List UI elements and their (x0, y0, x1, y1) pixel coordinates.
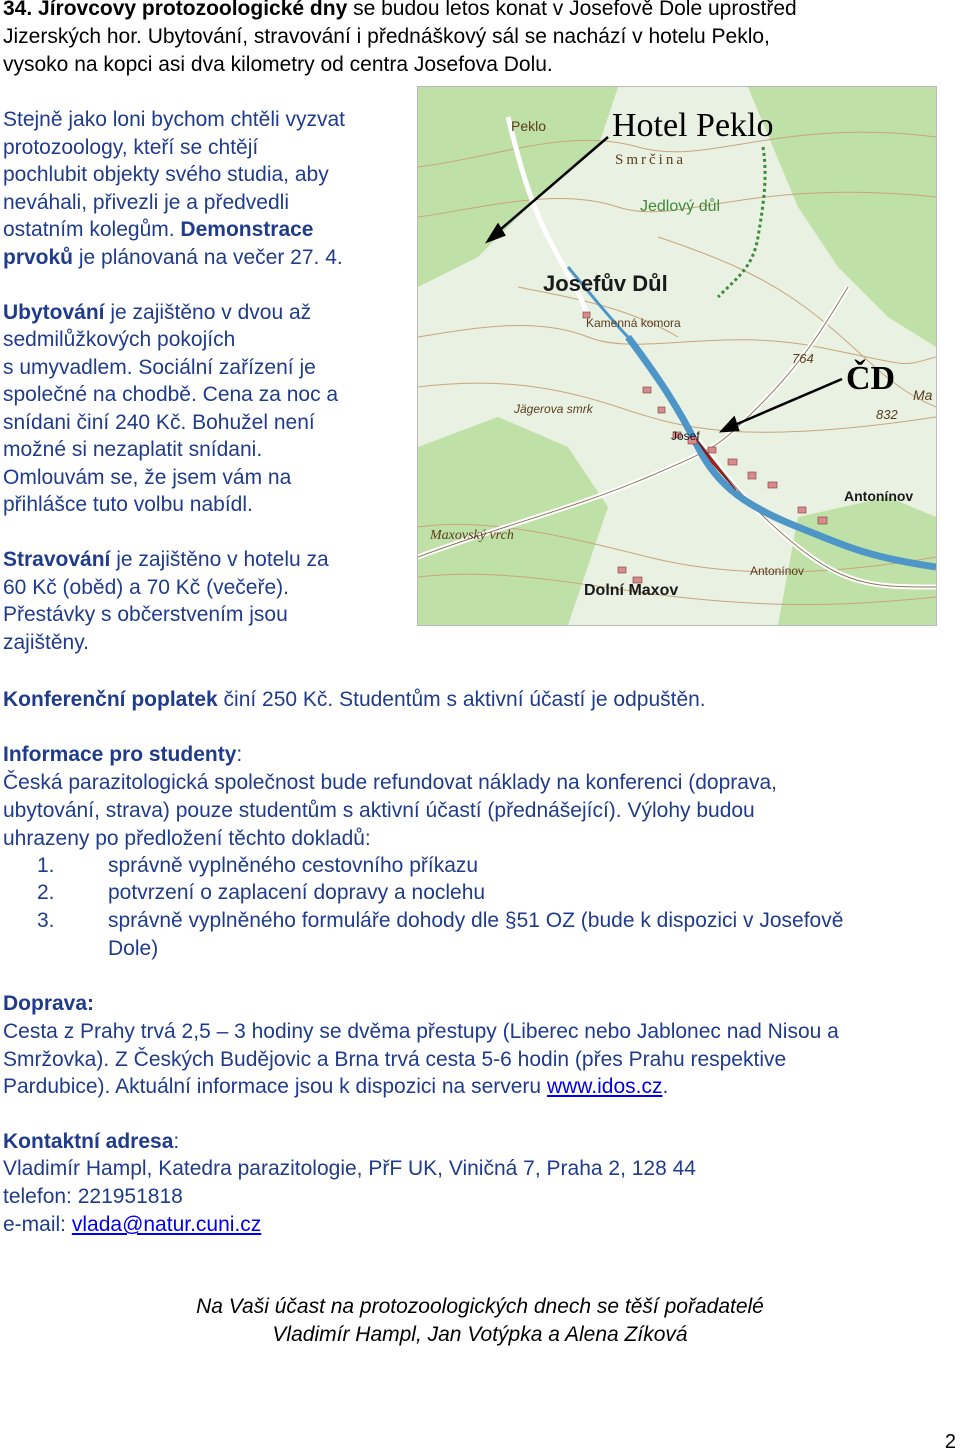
closing-line: Vladimír Hampl, Jan Votýpka a Alena Zíková (272, 1323, 688, 1346)
left-column-line (3, 436, 262, 464)
left-column-line (3, 409, 315, 437)
page-number: 2 (944, 1431, 956, 1453)
label-maxovsky-vrch: Maxovský vrch (430, 528, 514, 543)
text-run: Stejně jako loni bychom chtěli vyzvat (3, 108, 345, 131)
list-item: potvrzení o zaplacení dopravy a noclehu (108, 881, 486, 904)
left-column-line (3, 106, 345, 134)
students-line (3, 825, 371, 853)
text-run: vysoko na kopci asi dva kilometry od centra Josefova Dolu. (3, 53, 553, 76)
text-run: je plánovaná na večer 27. 4. (73, 245, 343, 269)
text-run: Přestávky s občerstvením jsou (3, 603, 288, 626)
link[interactable]: vlada@natur.cuni.cz (71, 1213, 262, 1236)
text-run: e-mail: (3, 1213, 72, 1236)
text-run: protozoology, kteří se chtějí (3, 135, 259, 159)
list-number: 2. (37, 881, 55, 904)
label-jedlovy-dul: Jedlový důl (640, 198, 721, 215)
label-josefuv-dul: Josefův Důl (543, 271, 668, 296)
intro-line (3, 51, 553, 79)
transport-line (3, 1046, 786, 1074)
text-run: možné si nezaplatit snídani. (3, 438, 263, 461)
label-edge-ma: Ma (913, 387, 933, 403)
text-run: ostatním kolegům. (3, 218, 181, 241)
text-run: sedmilůžkových pokojích (3, 328, 236, 351)
text-run: uhrazeny po předložení těchto dokladů: (3, 827, 371, 850)
left-column-line (3, 601, 288, 629)
contact-heading (3, 1128, 179, 1156)
location-map (417, 86, 937, 626)
left-column-line (3, 161, 329, 189)
transport-line (3, 1073, 668, 1101)
text-run: pochlubit objekty svého studia, aby (3, 163, 329, 186)
left-column-line (3, 381, 338, 409)
transport-line (3, 1018, 839, 1046)
text-run: snídani činí 240 Kč. Bohužel není (3, 410, 315, 434)
left-column-line (3, 326, 235, 354)
text-run: Kontaktní adresa (3, 1130, 174, 1153)
text-run: neváhali, přivezli je a předvedli (3, 190, 289, 214)
text-run: . (662, 1075, 669, 1098)
fee-line (3, 686, 706, 714)
text-run: přihlášce tuto volbu nabídl. (3, 493, 253, 516)
left-column-line (3, 299, 311, 327)
text-run: s umyvadlem. Sociální zařízení je (3, 355, 316, 379)
label-smrcina: Smrčina (615, 152, 686, 168)
label-kamenna-komora: Kamenná komora (586, 316, 681, 330)
transport-heading (3, 990, 94, 1018)
label-josefuv: Josef (671, 429, 700, 443)
label-elev-832: 832 (876, 407, 898, 422)
list-item: správně vyplněného cestovního příkazu (108, 854, 479, 877)
list-item: správně vyplněného formuláře dohody dle §51 OZ (bude k dispozici v Josefově (108, 909, 844, 932)
left-column-line (3, 491, 253, 519)
closing-line: Na Vaši účast na protozoologických dnech se těší pořadatelé (196, 1295, 764, 1318)
text-run: je zajištěno v dvou až (104, 300, 312, 324)
label-station: ČD (846, 360, 896, 397)
left-column-line (3, 354, 316, 382)
left-column-line (3, 216, 313, 244)
left-column-line (3, 629, 89, 657)
text-run: zajištěny. (3, 630, 89, 654)
label-peklo: Peklo (511, 118, 547, 134)
left-column-line (3, 244, 343, 272)
text-run: Cesta z Prahy trvá 2,5 – 3 hodiny se dvěma přestupy (Liberec nebo Jablonec nad Nisou a (3, 1020, 839, 1043)
text-run: Stravování (3, 548, 111, 571)
label-antoninov-small: Antonínov (750, 564, 805, 578)
students-heading (3, 741, 242, 769)
label-elev-764: 764 (792, 351, 814, 366)
list-number: 3. (37, 909, 55, 932)
text-run: : (173, 1130, 180, 1153)
text-run: Česká parazitologická společnost bude refundovat náklady na konferenci (doprava, (3, 771, 777, 794)
intro-line (3, 23, 770, 51)
left-column-line (3, 189, 289, 217)
text-run: ubytování, strava) pouze studentům s aktivní účastí (přednášející). Výlohy budou (3, 799, 755, 822)
intro-line (3, 0, 797, 23)
text-run: Pardubice). Aktuální informace jsou k dispozici na serveru (3, 1075, 547, 1098)
contact-line (3, 1211, 261, 1239)
text-run: Konferenční poplatek (3, 688, 218, 711)
text-run: prvoků (3, 245, 74, 269)
text-run: je zajištěno v hotelu za (110, 548, 329, 571)
label-antoninov: Antonínov (844, 488, 914, 504)
text-run: Omlouvám se, že jsem vám na (3, 465, 292, 489)
text-run: Informace pro studenty (3, 743, 237, 766)
text-run: 60 Kč (oběd) a 70 Kč (večeře). (3, 575, 289, 599)
text-run: Jizerských hor. Ubytování, stravování i přednáškový sál se nachází v hotelu Peklo, (3, 25, 770, 48)
text-run: : (236, 743, 243, 766)
text-run: Demonstrace (180, 218, 314, 241)
link[interactable]: www.idos.cz (546, 1075, 663, 1098)
left-column-line (3, 546, 329, 574)
text-run: Doprava: (3, 992, 95, 1015)
list-number: 1. (37, 854, 55, 877)
list-item-continuation: Dole) (108, 937, 159, 960)
students-line (3, 769, 777, 797)
left-column-line (3, 464, 291, 492)
label-jagerova-smrk: Jägerova smrk (514, 402, 593, 416)
students-line (3, 797, 755, 825)
text-run: Vladimír Hampl, Katedra parazitologie, PřF UK, Viničná 7, Praha 2, 128 44 (3, 1157, 696, 1180)
text-run: 34. Jírovcovy protozoologické dny (3, 0, 348, 20)
contact-line (3, 1155, 696, 1183)
text-run: společné na chodbě. Cena za noc a (3, 383, 339, 406)
left-column-line (3, 134, 258, 162)
label-hotel-peklo: Hotel Peklo (612, 107, 774, 144)
map-graphic (418, 87, 936, 625)
label-dolni-maxov: Dolní Maxov (584, 582, 679, 599)
text-run: Smržovka). Z Českých Budějovic a Brna trvá cesta 5-6 hodin (přes Prahu respektive (3, 1048, 787, 1071)
text-run: Ubytování (3, 300, 105, 324)
left-column-line (3, 574, 289, 602)
text-run: telefon: 221951818 (3, 1185, 183, 1208)
contact-line (3, 1183, 183, 1211)
text-run: činí 250 Kč. Studentům s aktivní účastí je odpuštěn. (217, 688, 706, 711)
text-run: se budou letos konat v Josefově Dole uprostřed (347, 0, 797, 20)
